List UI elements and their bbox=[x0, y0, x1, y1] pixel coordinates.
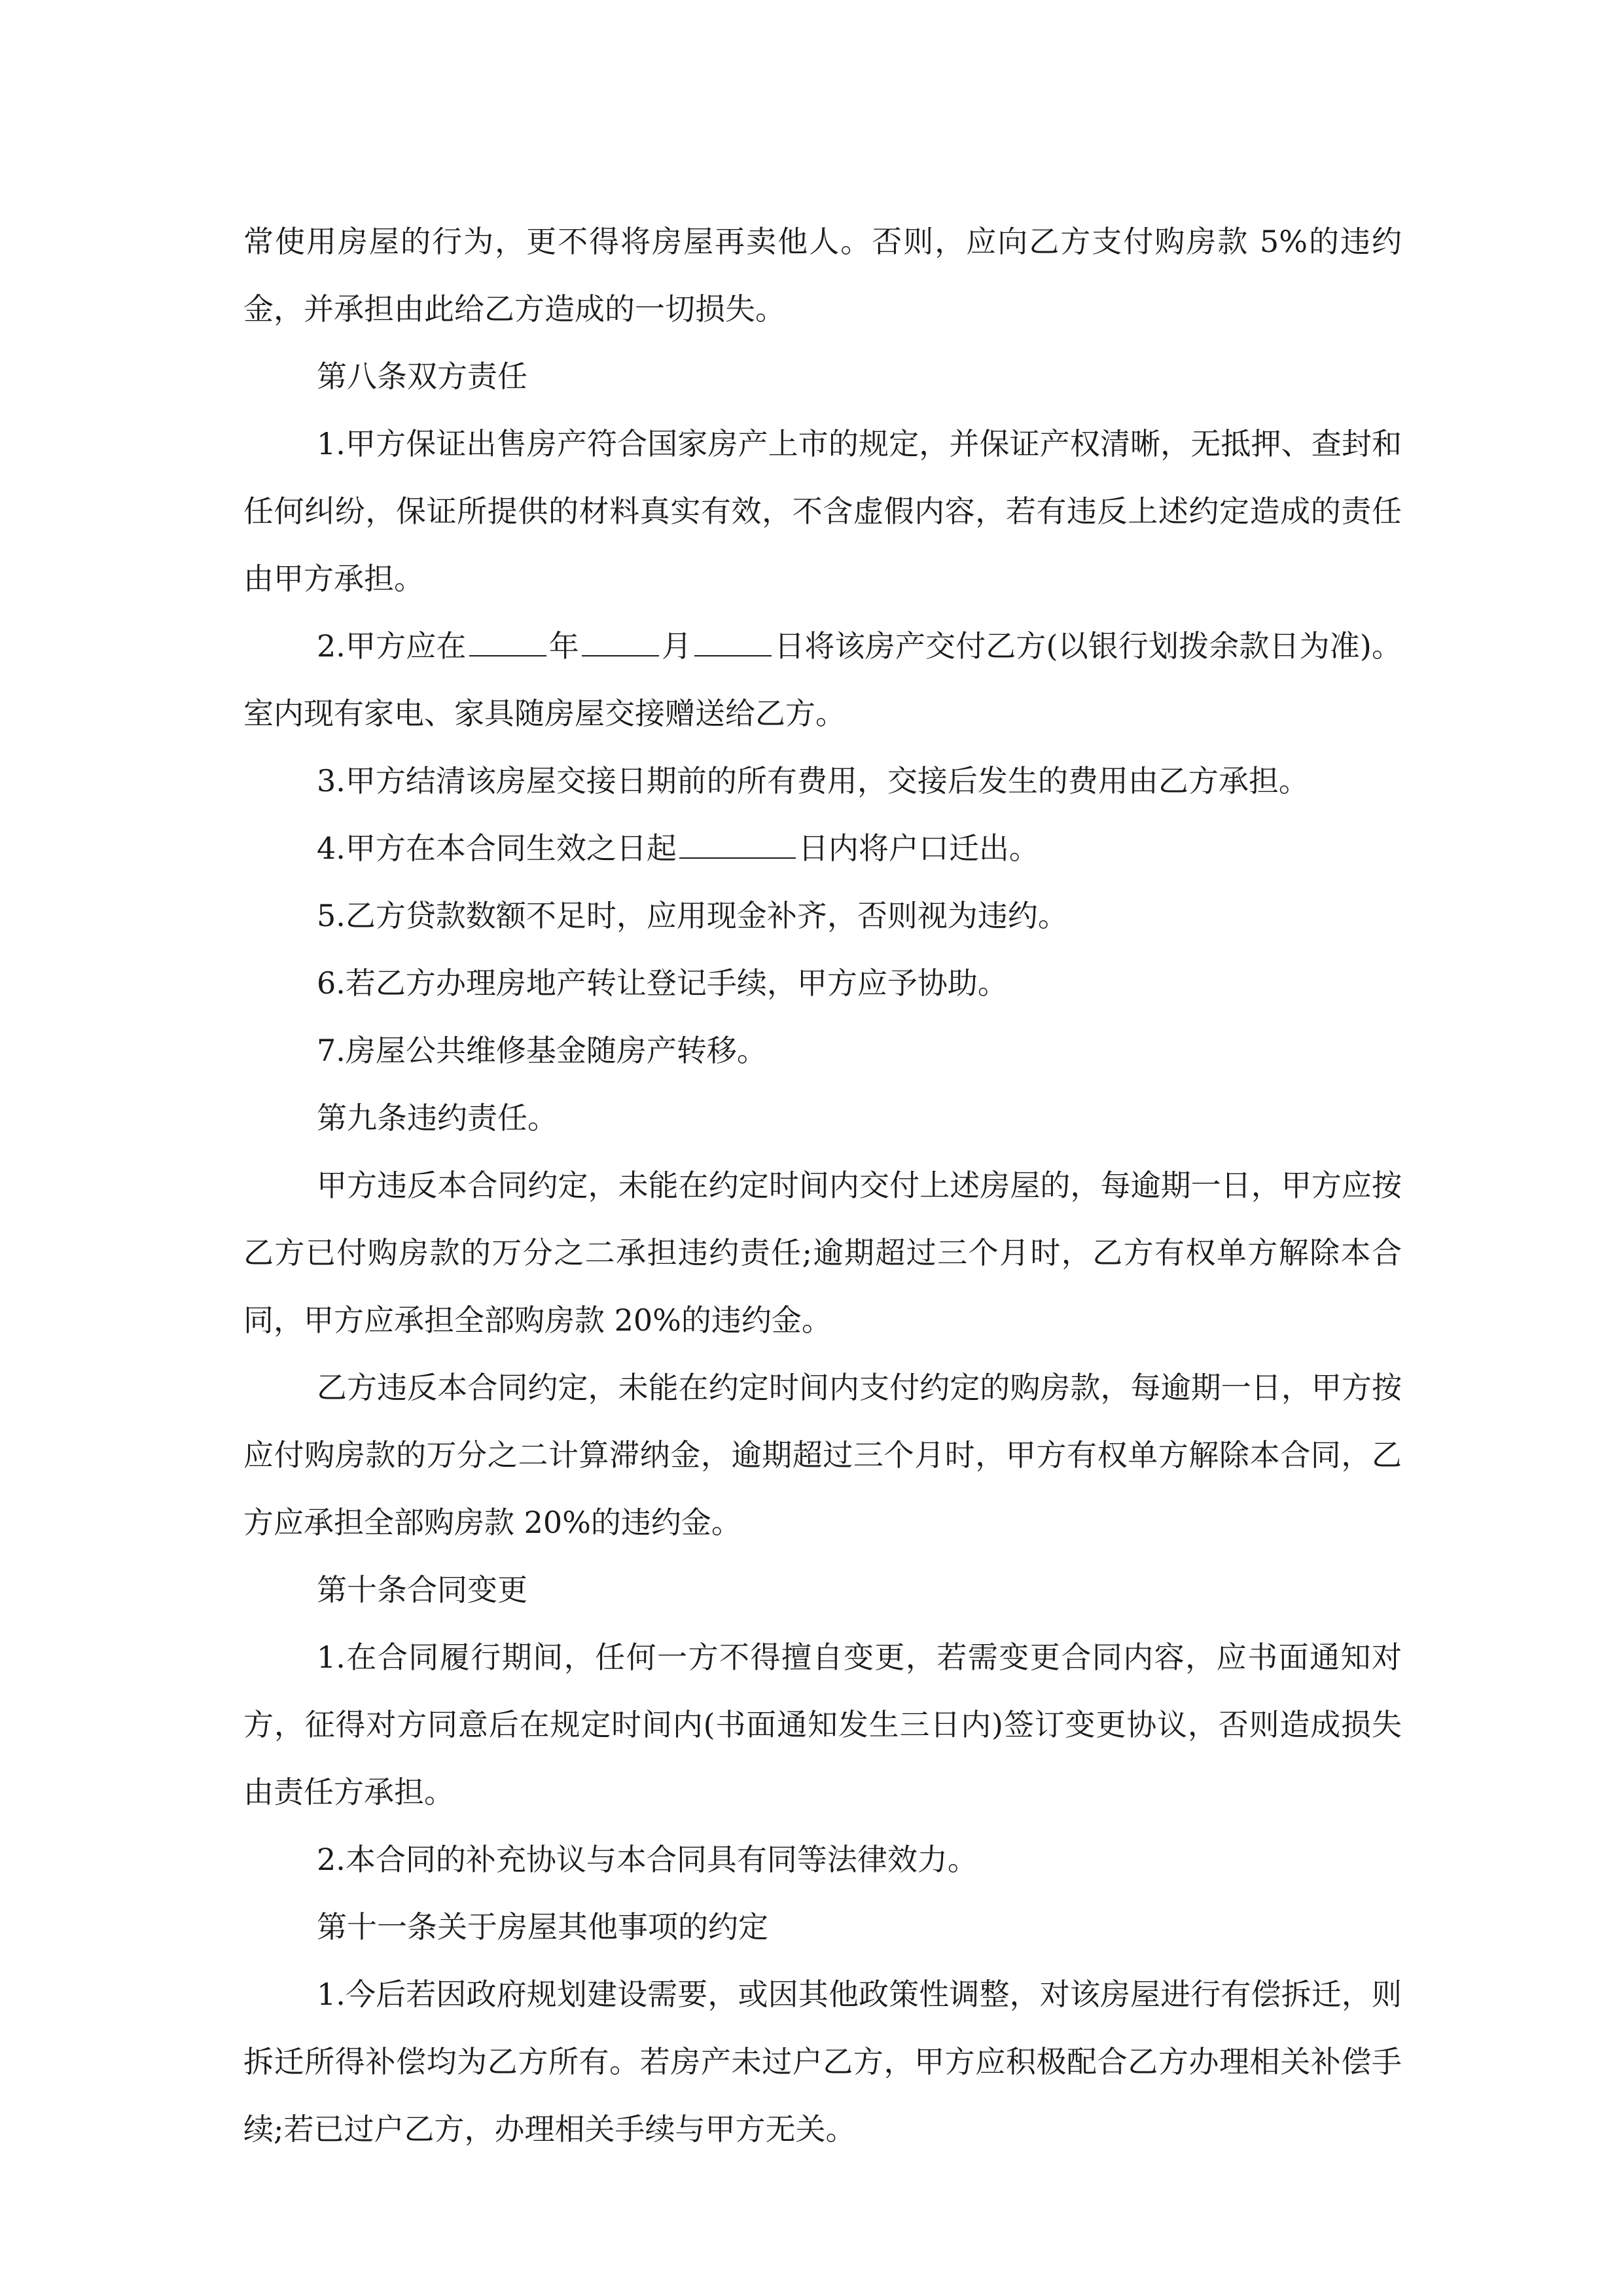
article-9-heading: 第九条违约责任。 bbox=[317, 1100, 558, 1136]
article-8-heading: 第八条双方责任 bbox=[317, 359, 527, 394]
month-label: 月 bbox=[661, 628, 692, 664]
year-blank[interactable] bbox=[469, 626, 546, 656]
article-9-party-b: 乙方违反本合同约定，未能在约定时间内支付约定的购房款，每逾期一日，甲方按应付购房款的万分之二计算滞纳金，逾期超过三个月时，甲方有权单方解除本合同，乙方应承担全部购房款 20%的违约金。 bbox=[243, 1370, 1402, 1540]
clause-4-text-end: 日内将户口迁出。 bbox=[798, 831, 1039, 866]
article-8-clause-5: 5.乙方贷款数额不足时，应用现金补齐，否则视为违约。 bbox=[317, 898, 1068, 933]
article-10-heading: 第十条合同变更 bbox=[317, 1572, 527, 1607]
month-blank[interactable] bbox=[582, 626, 659, 656]
clause-4-text-start: 4.甲方在本合同生效之日起 bbox=[317, 831, 677, 866]
article-8-clause-2 bbox=[243, 613, 1402, 747]
article-10-clause-1: 1.在合同履行期间，任何一方不得擅自变更，若需变更合同内容，应书面通知对方，征得对方同意后在规定时间内(书面通知发生三日内)签订变更协议，否则造成损失由责任方承担。 bbox=[243, 1640, 1402, 1810]
article-8-clause-4 bbox=[243, 815, 1402, 882]
clause-2-text-end: 日将该房产交付乙方(以银行划拨余款日为准)。室内现有家电、家具随房屋交接赠送给乙方。 bbox=[243, 628, 1402, 731]
year-label: 年 bbox=[548, 628, 579, 664]
article-8-clause-1: 1.甲方保证出售房产符合国家房产上市的规定，并保证产权清晰，无抵押、查封和任何纠纷，保证所提供的材料真实有效，不含虚假内容，若有违反上述约定造成的责任由甲方承担。 bbox=[243, 426, 1402, 596]
day-blank[interactable] bbox=[694, 626, 772, 656]
article-8-clause-6: 6.若乙方办理房地产转让登记手续，甲方应予协助。 bbox=[317, 965, 1008, 1001]
clause-2-text-start: 2.甲方应在 bbox=[317, 628, 467, 664]
days-blank[interactable] bbox=[679, 829, 796, 859]
paragraph-penalty-continuation: 常使用房屋的行为，更不得将房屋再卖他人。否则，应向乙方支付购房款 5%的违约金，并承担由此给乙方造成的一切损失。 bbox=[243, 224, 1402, 327]
article-11-clause-1: 1.今后若因政府规划建设需要，或因其他政策性调整，对该房屋进行有偿拆迁，则拆迁所得补偿均为乙方所有。若房产未过户乙方，甲方应积极配合乙方办理相关补偿手续;若已过户乙方，办理相关手续与甲方无关。 bbox=[243, 1977, 1402, 2147]
article-11-heading: 第十一条关于房屋其他事项的约定 bbox=[317, 1909, 768, 1945]
article-9-party-a: 甲方违反本合同约定，未能在约定时间内交付上述房屋的，每逾期一日，甲方应按乙方已付购房款的万分之二承担违约责任;逾期超过三个月时，乙方有权单方解除本合同，甲方应承担全部购房款 20%的违约金。 bbox=[243, 1168, 1402, 1338]
article-8-clause-3: 3.甲方结清该房屋交接日期前的所有费用，交接后发生的费用由乙方承担。 bbox=[317, 763, 1309, 798]
article-8-clause-7: 7.房屋公共维修基金随房产转移。 bbox=[317, 1033, 767, 1068]
article-10-clause-2: 2.本合同的补充协议与本合同具有同等法律效力。 bbox=[317, 1842, 978, 1877]
document-body bbox=[243, 208, 1402, 2163]
